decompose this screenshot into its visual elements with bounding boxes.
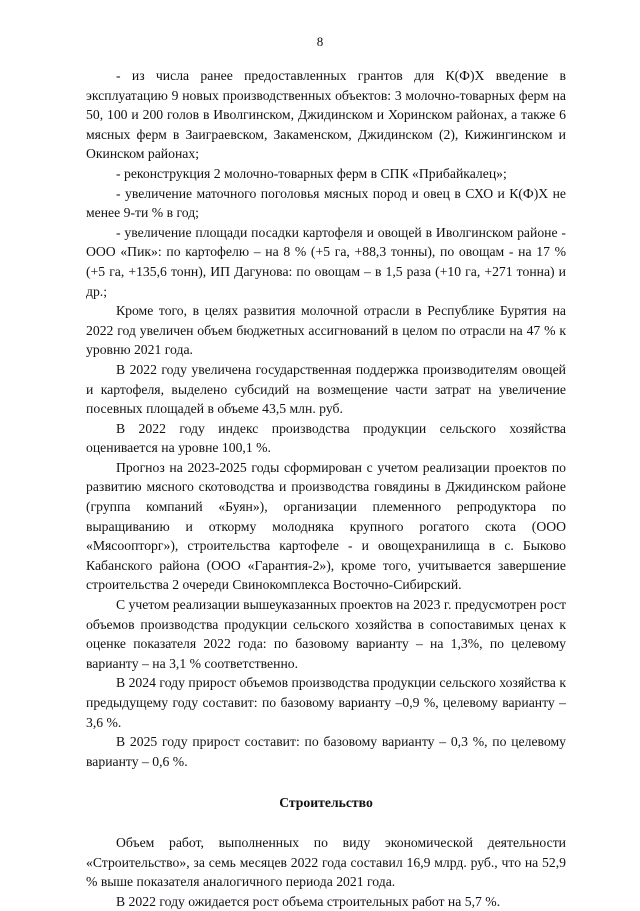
page-number: 8: [316, 34, 324, 49]
paragraph: - увеличение маточного поголовья мясных пород и овец в СХО и К(Ф)Х не менее 9-ти % в год;: [86, 185, 566, 221]
paragraph: В 2024 году прирост объемов производства продукции сельского хозяйства к предыдущему году составит: по базовому варианту –0,9 %, целевому варианту – 3,6 %.: [86, 675, 566, 730]
paragraph: Прогноз на 2023-2025 годы сформирован с учетом реализации проектов по развитию мясного скотоводства и производства говядины в Джидинском районе (группа компаний «Буян»), организации племенного репродуктора по выращиванию и откорму молодняка крупного рогатого скота (ООО «Мясоопторг»), строительства картофеле - и овощехранилища в с. Быково Кабанского района (ООО «Гарантия-2»), кроме того, учитывается завершение строительства 2 очереди Свинокомплекса Восточно-Сибирский.: [86, 459, 566, 593]
document-body: [86, 66, 566, 911]
paragraph: - из числа ранее предоставленных грантов для К(Ф)Х введение в эксплуатацию 9 новых производственных объектов: 3 молочно-товарных ферм на 50, 100 и 200 голов в Иволгинском, Джидинском и Хоринском районах, а также 6 мясных ферм в Заиграевском, Закаменском, Джидинском (2), Кижингинском и Окинском районах;: [86, 68, 566, 162]
paragraph: В 2022 году ожидается рост объема строительных работ на 5,7 %.: [116, 893, 501, 909]
paragraph: В 2022 году увеличена государственная поддержка производителям овощей и картофеля, выделено субсидий на возмещение части затрат на увеличение посевных площадей в объеме 43,5 млн. руб.: [86, 361, 566, 417]
paragraph: С учетом реализации вышеуказанных проектов на 2023 г. предусмотрен рост объемов производства продукции сельского хозяйства в сопоставимых ценах к оценке показателя 2022 года: по базовому варианту – на 1,3%, по целевому варианту – на 3,1 % соответственно.: [86, 597, 566, 671]
paragraph: - увеличение площади посадки картофеля и овощей в Иволгинском районе - ООО «Пик»: по картофелю – на 8 % (+5 га, +88,3 тонны), по овощам - на 17 % (+5 га, +135,6 тонн), ИП Дагунова: по овощам – в 1,5 раза (+10 га, +271 тонна) и др.;: [86, 224, 566, 299]
paragraph: В 2025 году прирост составит: по базовому варианту – 0,3 %, по целевому варианту – 0,6 %.: [86, 734, 566, 769]
paragraph: В 2022 году индекс производства продукции сельского хозяйства оценивается на уровне 100,1 %.: [86, 420, 566, 456]
paragraph: Объем работ, выполненных по виду экономической деятельности «Строительство», за семь месяцев 2022 года составил 16,9 млрд. руб., что на 52,9 % выше показателя аналогичного периода 2021 года.: [86, 834, 566, 890]
paragraph: Кроме того, в целях развития молочной отрасли в Республике Бурятия на 2022 год увеличен объем бюджетных ассигнований в целом по отрасли на 47 % к уровню 2021 года.: [86, 303, 566, 358]
paragraph: - реконструкция 2 молочно-товарных ферм в СПК «Прибайкалец»;: [116, 165, 507, 181]
section-heading: Строительство: [279, 795, 373, 811]
